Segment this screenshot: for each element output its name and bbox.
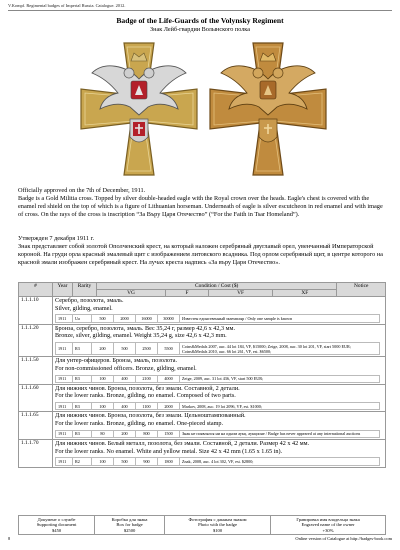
- header-rarity: Rarity: [73, 283, 97, 297]
- table-row: [19, 357, 386, 385]
- accessory-value: $450: [51, 527, 62, 533]
- approval-date-en: Officially approved on the 7th of December, 1911.: [18, 187, 146, 194]
- price-vf: 2500: [136, 343, 158, 355]
- price-xf: 1500: [158, 430, 180, 437]
- price-xf: 4000: [158, 375, 180, 382]
- price-table: [55, 430, 380, 438]
- accessory-value: $2500: [123, 527, 136, 533]
- price-f: 400: [114, 375, 136, 382]
- price-f: 200: [114, 430, 136, 437]
- accessory-label-en: Supporting document: [36, 522, 77, 528]
- row-details: [53, 384, 386, 412]
- catalog-table: [18, 282, 386, 468]
- price-table: [55, 314, 380, 322]
- accessory-label-ru: Гравировка имя владельца знака: [296, 516, 360, 522]
- price-year: 1911: [56, 403, 73, 410]
- row-description-ru: Для нижних чинов. Белый металл, позолота, без эмали. Составной, 2 детали. Размер 42 х 42 мм.: [55, 439, 310, 447]
- price-year: 1911: [56, 430, 73, 437]
- price-note: Znak, 2008, auc. 4 lot 302, VF, est. $2800;: [180, 458, 380, 465]
- price-table: [55, 375, 380, 383]
- price-row: [56, 430, 380, 437]
- description-russian: [18, 235, 388, 267]
- price-year: 1911: [56, 458, 73, 465]
- row-description-ru: Для нижних чинов. Бронза, позолота, без эмали. Составной, 2 детали.: [55, 384, 240, 392]
- table-row: [19, 412, 386, 440]
- price-vg: 100: [92, 458, 114, 465]
- row-description-en: For the lower ranks. No enamel. White and yellow metal. Size 42 x 42 mm (1.65 x 1.65 in).: [55, 447, 283, 455]
- price-xf: 30000: [158, 315, 180, 322]
- price-row: [56, 375, 380, 382]
- badge-image-right: [203, 37, 333, 182]
- header-notice: Notice: [337, 283, 386, 297]
- description-english: [18, 187, 388, 219]
- price-f: 500: [114, 458, 136, 465]
- price-vg: 500: [92, 315, 114, 322]
- row-details: [53, 297, 386, 325]
- accessory-label-en: Photo with the badge: [198, 522, 237, 528]
- row-number: 1.1.1.70: [19, 439, 53, 467]
- catalogue-link[interactable]: Online version of Catalogue at http://badges-book.com: [295, 536, 392, 541]
- header-f: F: [165, 290, 208, 297]
- price-row: [56, 458, 380, 465]
- accessory-label-ru: Фотография с данным знаком: [188, 516, 247, 522]
- price-table: [55, 402, 380, 410]
- row-number: 1.1.1.10: [19, 297, 53, 325]
- price-f: 2000: [114, 315, 136, 322]
- accessory-box: [95, 516, 165, 535]
- price-table: [55, 457, 380, 465]
- price-vf: 800: [136, 430, 158, 437]
- accessory-document: [19, 516, 95, 535]
- price-year: 1911: [56, 343, 73, 355]
- page-footer: [8, 536, 392, 541]
- accessory-value: $100: [212, 527, 223, 533]
- row-description-ru: Бронза, серебро, позолота, эмаль. Вес 35,24 г, размер 42,6 х 42,3 мм.: [55, 324, 235, 332]
- approval-date-ru: Утвержден 7 декабря 1911 г.: [18, 235, 95, 242]
- header-condition: Condition / Cost ($): [97, 283, 337, 290]
- page-title: Badge of the Life-Guards of the Volynsky Regiment: [116, 16, 284, 25]
- description-en-body: Badge is a Gold Militia cross. Topped by silver double-headed eagle with the Royal crown over the heads. Eagle's chest is covered with the enamel red shield on the top of which is a figure of Lithuanian horseman. Underneath of eagle is silver escutcheon in red enamel and with image of cross. On the rays of the cross is inscription “За Въру Царя Отечество” (“For the Faith in Tsar Homeland”).: [18, 195, 383, 219]
- badge-photos: [0, 37, 400, 182]
- header-xf: XF: [273, 290, 337, 297]
- badge-photo-silver-eagle: [74, 37, 204, 182]
- price-note: Известен единственный экземпляр / Only one sample is known: [180, 315, 380, 322]
- price-note: Zeige, 2009, auc. 31 lot 436, VF, start 500 EUR;: [180, 375, 380, 382]
- row-description-en: Bronze, silver, gilding, enamel. Weight 35,24 g, size 42,6 x 42,3 mm.: [55, 332, 227, 340]
- price-rarity: Ua: [73, 315, 92, 322]
- row-details: [53, 357, 386, 385]
- price-note: Coins&Medals 2007, auc. 44 lot 184, VF, $15000; Zeige, 2008, auc. 30 lot 201, VF, start 5000 EUR; Coins&Medals 2010, auc. 66 lot 261, VF, est. $6500;: [180, 343, 380, 355]
- price-vg: 80: [92, 430, 114, 437]
- price-row: [56, 315, 380, 322]
- page-subtitle: Знак Лейб-гвардии Волынского полка: [150, 26, 250, 33]
- header-vf: VF: [209, 290, 273, 297]
- accessory-value: +30%: [322, 527, 334, 533]
- table-row: [19, 384, 386, 412]
- page-number: 8: [8, 536, 11, 541]
- price-vf: 2100: [136, 375, 158, 382]
- row-number: 1.1.1.60: [19, 384, 53, 412]
- badge-photo-gilt-eagle: [203, 37, 333, 182]
- price-table: [55, 342, 380, 355]
- accessory-label-en: Box for badge: [116, 522, 143, 528]
- header-vg: VG: [97, 290, 166, 297]
- description-ru-body: Знак представляет собой золотой Ополченский крест, на который наложен серебряный двуглавый орел, увенчанный Императорской короной. На груди орла красный эмалевый щит с изображением литовского всадника. Под орлом серебряный щит, в центре которого на красной эмали изображен серебряный крест. На лучах креста надпись «За въру Царя Отечество».: [18, 243, 383, 267]
- price-xf: 2000: [158, 403, 180, 410]
- price-xf: 1800: [158, 458, 180, 465]
- price-vf: 1100: [136, 403, 158, 410]
- row-details: [53, 324, 386, 357]
- badge-image-left: [74, 37, 204, 182]
- accessory-label-en: Engraved name of the owner: [301, 522, 355, 528]
- price-note: Знак не появлялся ни на одном аукц. аукционе / Badge has never appeared at any international auctions: [180, 430, 380, 437]
- table-row: [19, 324, 386, 357]
- row-description-ru: Для нижних чинов. Бронза, позолота, без эмали. Цельноштампованный.: [55, 412, 246, 420]
- header-number: #: [19, 283, 53, 297]
- price-rarity: R3: [73, 403, 92, 410]
- price-vg: 100: [92, 375, 114, 382]
- accessory-photo: [164, 516, 270, 535]
- header-divider: [8, 10, 392, 11]
- price-vg: 200: [92, 343, 114, 355]
- price-vf: 16000: [136, 315, 158, 322]
- accessory-label-ru: Документ о службе: [37, 516, 76, 522]
- header-year: Year: [53, 283, 73, 297]
- price-f: 400: [114, 403, 136, 410]
- price-rarity: R3: [73, 343, 92, 355]
- price-note: Markov, 2008, auc. 19 lot 2096, VF, est. $1000;: [180, 403, 380, 410]
- price-xf: 5500: [158, 343, 180, 355]
- price-vf: 900: [136, 458, 158, 465]
- row-description-ru: Для унтер-офицеров. Бронза, эмаль, позолота.: [55, 357, 177, 365]
- accessory-engraving: [271, 516, 386, 535]
- price-rarity: R3: [73, 430, 92, 437]
- row-description-en: For the lower ranks. Bronze, gilding, no enamel. Composed of two parts.: [55, 392, 236, 400]
- price-rarity: R2: [73, 458, 92, 465]
- accessories-table: [18, 515, 386, 535]
- price-year: 1911: [56, 315, 73, 322]
- row-description-en: For non-commissioned officers. Bronze, gilding, enamel.: [55, 364, 197, 372]
- row-description-en: For the lower ranks. Bronze, gilding, no enamel. One-pieced stamp.: [55, 420, 224, 428]
- row-number: 1.1.1.20: [19, 324, 53, 357]
- table-row: [19, 297, 386, 325]
- price-row: [56, 403, 380, 410]
- row-description-en: Silver, gilding, enamel.: [55, 304, 113, 312]
- row-number: 1.1.1.65: [19, 412, 53, 440]
- price-year: 1911: [56, 375, 73, 382]
- row-description-ru: Серебро, позолота, эмаль.: [55, 297, 124, 304]
- row-details: [53, 439, 386, 467]
- row-number: 1.1.1.50: [19, 357, 53, 385]
- row-details: [53, 412, 386, 440]
- accessories-row: [19, 516, 386, 535]
- page-header: V.Kompf. Regimental badges of Imperial Russia. Catalogue. 2012.: [8, 3, 126, 8]
- table-row: [19, 439, 386, 467]
- price-rarity: R3: [73, 375, 92, 382]
- price-row: [56, 343, 380, 355]
- price-vg: 100: [92, 403, 114, 410]
- accessory-label-ru: Коробка для знака: [111, 516, 148, 522]
- price-f: 500: [114, 343, 136, 355]
